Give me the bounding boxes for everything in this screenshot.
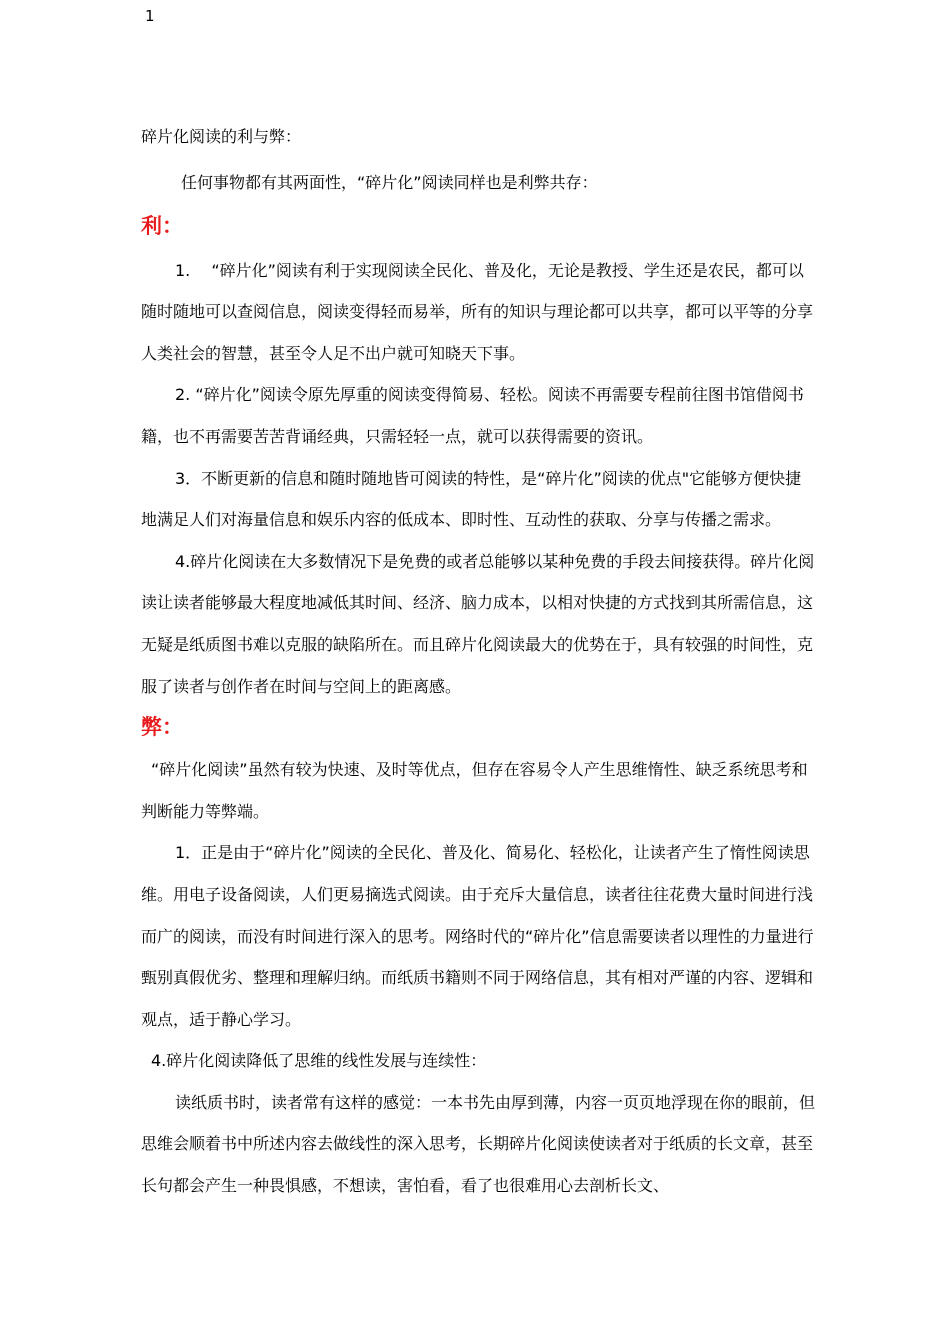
pros-paragraph-1: 1. “碎片化”阅读有利于实现阅读全民化、普及化，无论是教授、学生还是农民，都可以随时随地可以查阅信息，阅读变得轻而易举，所有的知识与理论都可以共享，都可以平等的分享人类社会的智慧，甚至令人足不出户就可知晓天下事。 <box>141 260 814 363</box>
intro-paragraph: 任何事物都有其两面性，“碎片化”阅读同样也是利弊共存： <box>181 173 598 192</box>
cons-heading: 弊： <box>141 715 183 740</box>
cons-paragraph-1: 1．正是由于“碎片化”阅读的全民化、普及化、简易化、轻松化，让读者产生了惰性阅读思维。用电子设备阅读，人们更易摘选式阅读。由于充斥大量信息，读者往往花费大量时间进行浅而广的阅读，而没有时间进行深入的思考。网络时代的“碎片化”信息需要读者以理性的力量进行甄别真假优劣、整理和理解归纳。而纸质书籍则不同于网络信息，其有相对严谨的内容、逻辑和观点，适于静心学习。 <box>141 843 814 1029</box>
pros-paragraph-4: 4.碎片化阅读在大多数情况下是免费的或者总能够以某种免费的手段去间接获得。碎片化阅读让读者能够最大程度地减低其时间、经济、脑力成本，以相对快捷的方式找到其所需信息，这无疑是纸质图书难以克服的缺陷所在。而且碎片化阅读最大的优势在于，具有较强的时间性，克服了读者与创作者在时间与空间上的距离感。 <box>141 551 815 696</box>
page-number: 1 <box>145 7 155 25</box>
pros-paragraph-3: 3．不断更新的信息和随时随地皆可阅读的特性，是“碎片化”阅读的优点"它能够方便快捷地满足人们对海量信息和娱乐内容的低成本、即时性、互动性的获取、分享与传播之需求。 <box>141 468 802 530</box>
document-title: 碎片化阅读的利与弊： <box>141 127 302 146</box>
document-body <box>141 122 817 1207</box>
pros-heading: 利： <box>141 213 183 238</box>
cons-intro-paragraph: “碎片化阅读”虽然有较为快速、及时等优点，但存在容易令人产生思维惰性、缺乏系统思考和判断能力等弊端。 <box>141 760 808 821</box>
cons-paragraph-2: 4.碎片化阅读降低了思维的线性发展与连续性： <box>151 1051 487 1071</box>
cons-paragraph-3: 读纸质书时，读者常有这样的感觉：一本书先由厚到薄，内容一页页地浮现在你的眼前，但思维会顺着书中所述内容去做线性的深入思考，长期碎片化阅读使读者对于纸质的长文章，甚至长句都会产生一种畏惧感，不想读，害怕看，看了也很难用心去剖析长文、 <box>141 1092 816 1196</box>
pros-paragraph-2: 2. “碎片化”阅读令原先厚重的阅读变得简易、轻松。阅读不再需要专程前往图书馆借阅书籍，也不再需要苦苦背诵经典，只需轻轻一点，就可以获得需要的资讯。 <box>141 385 804 446</box>
